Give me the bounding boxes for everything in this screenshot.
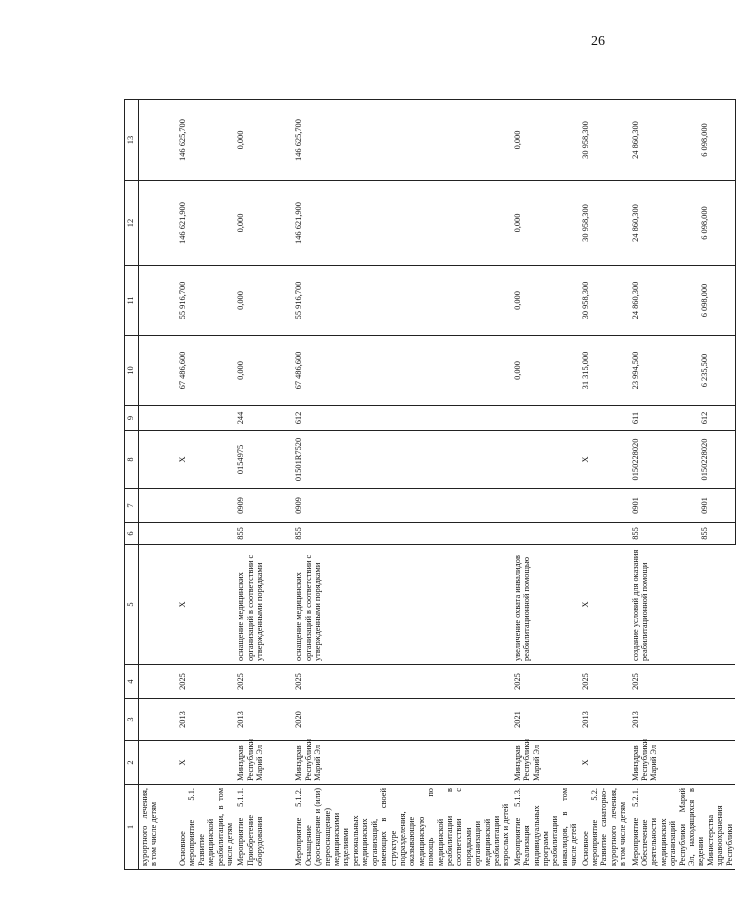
section-code-cell: 0909 <box>293 489 511 523</box>
executor-cell <box>139 741 178 785</box>
amount-cell: 6 098,000 <box>699 181 735 266</box>
section-code-cell: 0909 <box>235 489 293 523</box>
start-year-cell: 2013 <box>630 699 735 741</box>
executor-cell: Минздрав Республики Марий Эл <box>293 741 511 785</box>
target-article-cell: 01501R7520 <box>293 431 511 489</box>
amount-cell: 0,000 <box>512 266 580 336</box>
amount-cell: 6 098,000 <box>699 266 735 336</box>
executor-cell: X <box>177 741 235 785</box>
amount-cell: 24 860,300 <box>630 181 699 266</box>
activity-name-cell: курортного лечения, в том числе детям <box>139 785 178 870</box>
target-article-cell: X <box>580 431 630 489</box>
amount-cell <box>139 266 178 336</box>
expense-type-cell <box>512 406 580 431</box>
expense-type-cell <box>580 406 630 431</box>
result-cell: увеличение охвата инвалидов реабилитационной помощью <box>512 545 580 665</box>
amount-cell: 30 958,300 <box>580 181 630 266</box>
end-year-cell <box>139 665 178 699</box>
target-article-cell <box>139 431 178 489</box>
amount-cell: 0,000 <box>235 266 293 336</box>
column-header: 2 <box>125 741 139 785</box>
activity-name-cell: Мероприятие 5.2.1. Обеспечение деятельности медицинских организаций Республики Марий Эл, находящихся в ведении Министерства здравоохранения Республики <box>630 785 735 870</box>
section-code-cell: 0901 <box>699 489 735 523</box>
executor-cell: Минздрав Республики Марий Эл <box>630 741 735 785</box>
amount-cell: 6 098,000 <box>699 100 735 181</box>
result-cell: X <box>580 545 630 665</box>
expense-type-cell <box>139 406 178 431</box>
column-header: 13 <box>125 100 139 181</box>
start-year-cell <box>139 699 178 741</box>
table-row <box>512 100 580 870</box>
amount-cell: 67 486,600 <box>293 336 511 406</box>
table-row <box>177 100 235 870</box>
target-article-cell <box>512 431 580 489</box>
activity-name-cell: Мероприятие 5.1.1. Приобретение оборудования <box>235 785 293 870</box>
table-row <box>630 100 699 870</box>
executor-cell: Минздрав Республики Марий Эл <box>235 741 293 785</box>
amount-cell <box>139 336 178 406</box>
column-header: 11 <box>125 266 139 336</box>
amount-cell: 55 916,700 <box>177 266 235 336</box>
result-cell: создание условий для оказания реабилитационной помощи <box>630 545 735 665</box>
section-code-cell <box>580 489 630 523</box>
section-code-cell: 0901 <box>630 489 699 523</box>
target-article-cell: 0150228020 <box>630 431 699 489</box>
amount-cell: 146 621,900 <box>293 181 511 266</box>
grbs-code-cell <box>177 523 235 545</box>
grbs-code-cell <box>139 523 178 545</box>
end-year-cell: 2025 <box>177 665 235 699</box>
column-header: 9 <box>125 406 139 431</box>
end-year-cell: 2025 <box>630 665 735 699</box>
start-year-cell: 2013 <box>235 699 293 741</box>
amount-cell: 0,000 <box>512 336 580 406</box>
column-header: 7 <box>125 489 139 523</box>
column-header: 5 <box>125 545 139 665</box>
amount-cell: 6 235,500 <box>699 336 735 406</box>
column-header: 1 <box>125 785 139 870</box>
activity-name-cell: Мероприятие 5.1.2. Оснащение (дооснащение и (или) переоснащение) медицинскими изделиями региональных медицинских организаций, имеющих в своей структуре подразделения, оказывающие медицинскую помощь по медицинской реабилитации в соответствии с порядками организации медицинской реабилитации взрослых и детей <box>293 785 511 870</box>
grbs-code-cell <box>580 523 630 545</box>
amount-cell: 31 315,000 <box>580 336 630 406</box>
grbs-code-cell: 855 <box>699 523 735 545</box>
end-year-cell: 2025 <box>293 665 511 699</box>
column-header: 12 <box>125 181 139 266</box>
table-row <box>580 100 630 870</box>
activity-name-cell: Мероприятие 5.1.3. Реализация индивидуальных программ реабилитации инвалидов, в том числе детей <box>512 785 580 870</box>
activity-name-cell: Основное мероприятие 5.1. Развитие медицинской реабилитации, в том числе детям <box>177 785 235 870</box>
amount-cell: 24 860,300 <box>630 100 699 181</box>
start-year-cell: 2013 <box>177 699 235 741</box>
result-cell: X <box>177 545 235 665</box>
column-header: 4 <box>125 665 139 699</box>
amount-cell: 0,000 <box>235 336 293 406</box>
column-header: 8 <box>125 431 139 489</box>
amount-cell: 55 916,700 <box>293 266 511 336</box>
grbs-code-cell <box>512 523 580 545</box>
amount-cell <box>139 181 178 266</box>
expense-type-cell: 612 <box>699 406 735 431</box>
page-number: 26 <box>591 34 605 49</box>
grbs-code-cell: 855 <box>293 523 511 545</box>
amount-cell: 0,000 <box>235 181 293 266</box>
result-cell <box>139 545 178 665</box>
end-year-cell: 2025 <box>235 665 293 699</box>
expense-type-cell <box>177 406 235 431</box>
amount-cell: 67 486,600 <box>177 336 235 406</box>
expense-type-cell: 244 <box>235 406 293 431</box>
amount-cell: 23 994,500 <box>630 336 699 406</box>
table-row <box>293 100 511 870</box>
start-year-cell: 2013 <box>580 699 630 741</box>
column-header: 6 <box>125 523 139 545</box>
column-header: 3 <box>125 699 139 741</box>
result-cell: оснащение медицинских организаций в соответствии с утвержденными порядками <box>235 545 293 665</box>
amount-cell <box>139 100 178 181</box>
start-year-cell: 2020 <box>293 699 511 741</box>
executor-cell: Минздрав Республики Марий Эл <box>512 741 580 785</box>
section-code-cell <box>177 489 235 523</box>
target-article-cell: 0150228020 <box>699 431 735 489</box>
column-header: 10 <box>125 336 139 406</box>
section-code-cell <box>139 489 178 523</box>
amount-cell: 0,000 <box>512 181 580 266</box>
expense-type-cell: 612 <box>293 406 511 431</box>
executor-cell: X <box>580 741 630 785</box>
amount-cell: 0,000 <box>235 100 293 181</box>
rotated-table-container <box>124 100 734 870</box>
grbs-code-cell: 855 <box>630 523 699 545</box>
amount-cell: 146 621,900 <box>177 181 235 266</box>
amount-cell: 30 958,300 <box>580 100 630 181</box>
start-year-cell: 2021 <box>512 699 580 741</box>
table-row <box>235 100 293 870</box>
section-code-cell <box>512 489 580 523</box>
end-year-cell: 2025 <box>512 665 580 699</box>
amount-cell: 30 958,300 <box>580 266 630 336</box>
end-year-cell: 2025 <box>580 665 630 699</box>
amount-cell: 146 625,700 <box>293 100 511 181</box>
table-row <box>139 100 178 870</box>
amount-cell: 146 625,700 <box>177 100 235 181</box>
header-row <box>125 100 139 870</box>
amount-cell: 0,000 <box>512 100 580 181</box>
amount-cell: 24 860,300 <box>630 266 699 336</box>
activity-name-cell: Основное мероприятие 5.2. Развитие санаторно-курортного лечения, в том числе детям <box>580 785 630 870</box>
target-article-cell: 0154975 <box>235 431 293 489</box>
budget-table <box>124 99 736 870</box>
grbs-code-cell: 855 <box>235 523 293 545</box>
result-cell: оснащение медицинских организаций в соответствии с утвержденными порядками <box>293 545 511 665</box>
expense-type-cell: 611 <box>630 406 699 431</box>
target-article-cell: X <box>177 431 235 489</box>
